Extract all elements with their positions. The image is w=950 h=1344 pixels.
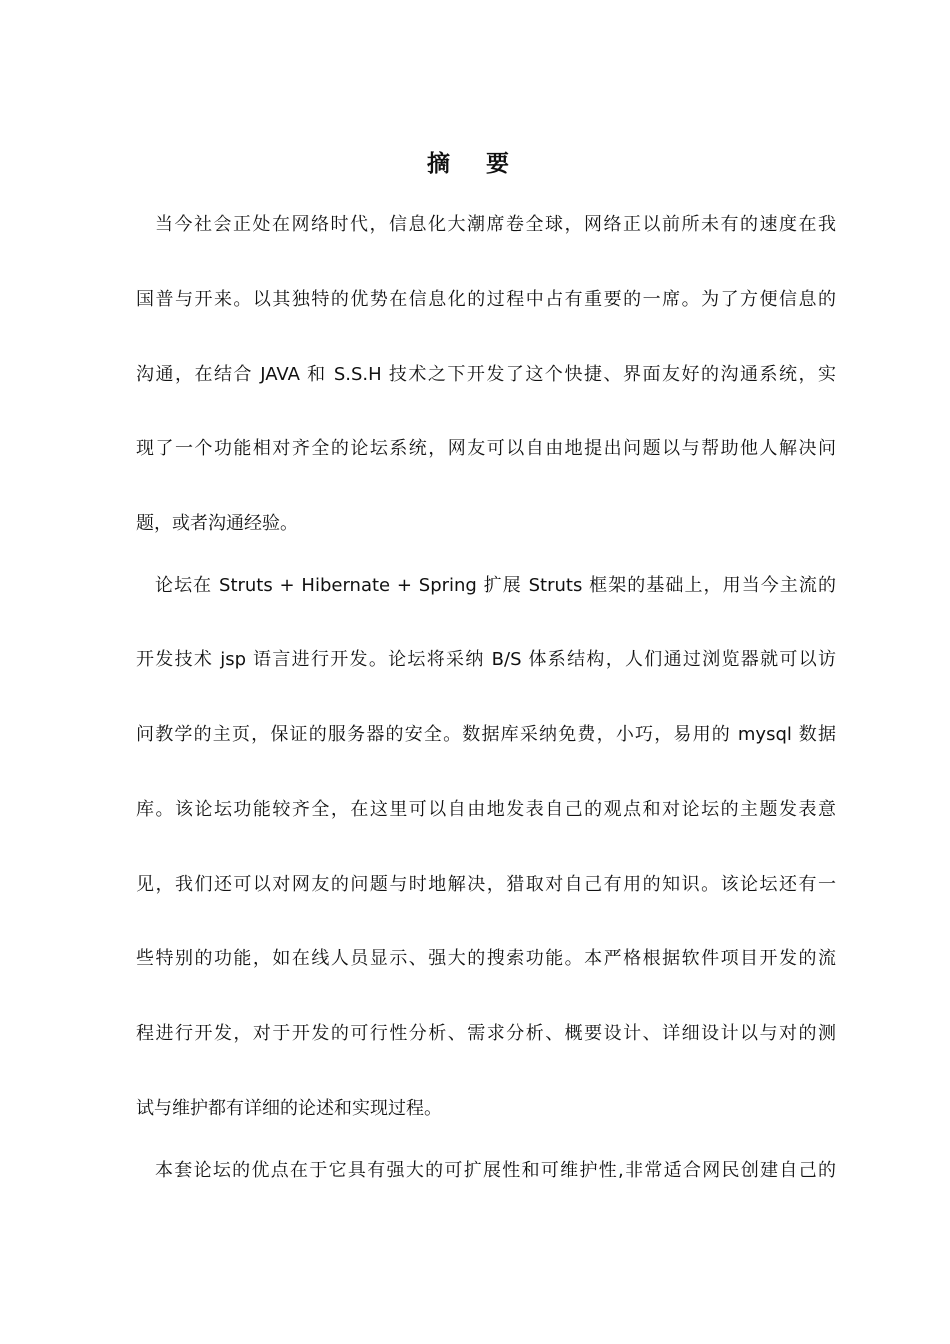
paragraph-line: 程进行开发，对于开发的可行性分析、需求分析、概要设计、详细设计以与对的测: [136, 1023, 836, 1044]
paragraph-line: 论坛在 Struts + Hibernate + Spring 扩展 Struts 框架的基础上，用当今主流的: [155, 575, 836, 596]
paragraph-line: 些特别的功能，如在线人员显示、强大的搜索功能。本严格根据软件项目开发的流: [136, 948, 836, 969]
paragraph-line: 本套论坛的优点在于它具有强大的可扩展性和可维护性,非常适合网民创建自己的: [155, 1160, 836, 1181]
paragraph-line: 当今社会正处在网络时代，信息化大潮席卷全球，网络正以前所未有的速度在我: [155, 214, 836, 235]
paragraph-line: 见，我们还可以对网友的问题与时地解决，猎取对自己有用的知识。该论坛还有一: [136, 874, 836, 895]
paragraph-line: 试与维护都有详细的论述和实现过程。: [136, 1098, 442, 1119]
paragraph-line: 沟通，在结合 JAVA 和 S.S.H 技术之下开发了这个快捷、界面友好的沟通系统，实: [136, 364, 836, 385]
paragraph-line: 库。该论坛功能较齐全，在这里可以自由地发表自己的观点和对论坛的主题发表意: [136, 799, 836, 820]
abstract-title: 摘 要: [426, 151, 523, 177]
paragraph-line: 题，或者沟通经验。: [136, 513, 298, 534]
paragraph-line: 国普与开来。以其独特的优势在信息化的过程中占有重要的一席。为了方便信息的: [136, 289, 836, 310]
paragraph-line: 开发技术 jsp 语言进行开发。论坛将采纳 B/S 体系结构，人们通过浏览器就可以访: [136, 649, 836, 670]
paragraph-line: 现了一个功能相对齐全的论坛系统，网友可以自由地提出问题以与帮助他人解决问: [136, 438, 836, 459]
paragraph-line: 问教学的主页，保证的服务器的安全。数据库采纳免费，小巧，易用的 mysql 数据: [136, 724, 836, 745]
